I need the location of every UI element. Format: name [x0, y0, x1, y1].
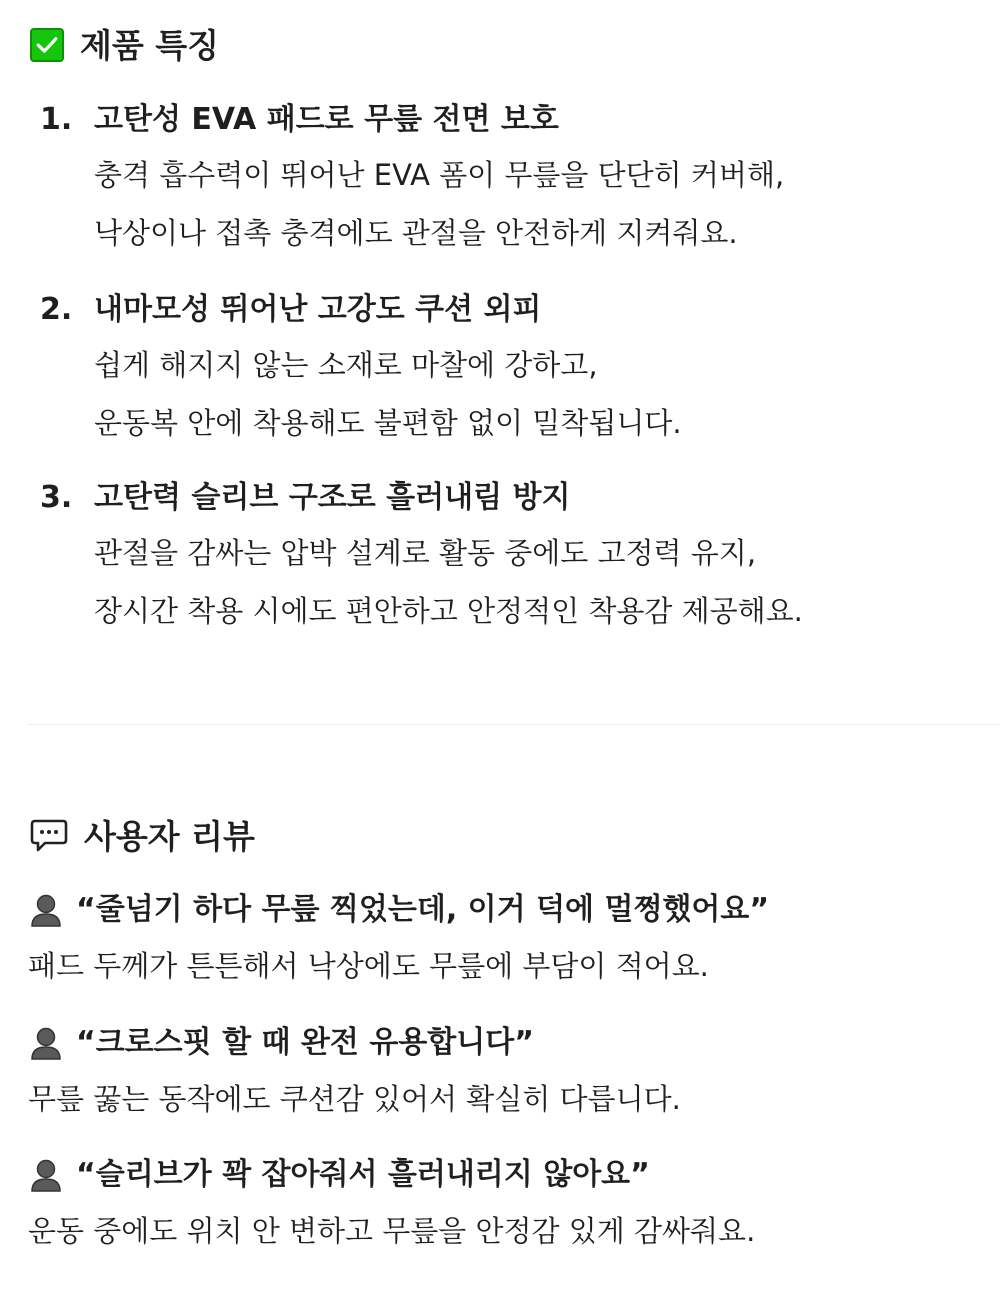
feature-description-line: 쉽게 해지지 않는 소재로 마찰에 강하고, — [94, 348, 598, 382]
feature-item — [40, 478, 980, 640]
review-quote: “크로스핏 할 때 완전 유용합니다” — [76, 1025, 534, 1060]
reviews-title-text: 사용자 리뷰 — [84, 816, 255, 856]
review-quote-line — [28, 890, 988, 930]
review-body: 패드 두께가 튼튼해서 낙상에도 무릎에 부담이 적어요. — [28, 949, 709, 983]
review-quote: “줄넘기 하다 무릎 찍었는데, 이거 덕에 멀쩡했어요” — [76, 892, 770, 927]
feature-item — [40, 290, 980, 452]
user-icon — [28, 892, 64, 928]
reviews-section-title — [30, 818, 255, 854]
feature-description-line: 충격 흡수력이 뛰어난 EVA 폼이 무릎을 단단히 커버해, — [94, 158, 785, 192]
feature-description — [94, 336, 980, 452]
feature-heading — [40, 100, 980, 140]
feature-heading — [40, 290, 980, 330]
review-body: 운동 중에도 위치 안 변하고 무릎을 안정감 있게 감싸줘요. — [28, 1214, 756, 1248]
feature-heading-text: 고탄성 EVA 패드로 무릎 전면 보호 — [94, 102, 559, 137]
feature-description — [94, 524, 980, 640]
feature-description-line: 장시간 착용 시에도 편안하고 안정적인 착용감 제공해요. — [94, 594, 803, 628]
feature-item — [40, 100, 980, 262]
feature-number: 2. — [40, 292, 73, 327]
speech-balloon-icon — [30, 818, 68, 854]
features-title-text: 제품 특징 — [80, 25, 220, 65]
feature-heading — [40, 478, 980, 518]
user-icon — [28, 1025, 64, 1061]
feature-description-line: 낙상이나 접촉 충격에도 관절을 안전하게 지켜줘요. — [94, 216, 738, 250]
review-item — [28, 1155, 988, 1251]
review-quote-line — [28, 1023, 988, 1063]
check-mark-button-icon — [30, 28, 64, 62]
features-section-title — [30, 25, 220, 65]
review-quote: “슬리브가 꽉 잡아줘서 흘러내리지 않아요” — [76, 1157, 650, 1192]
feature-number: 3. — [40, 480, 73, 515]
feature-number: 1. — [40, 102, 73, 137]
feature-heading-text: 내마모성 뛰어난 고강도 쿠션 외피 — [94, 292, 542, 327]
review-item — [28, 890, 988, 986]
review-quote-line — [28, 1155, 988, 1195]
feature-description — [94, 146, 980, 262]
user-icon — [28, 1157, 64, 1193]
feature-description-line: 운동복 안에 착용해도 불편함 없이 밀착됩니다. — [94, 406, 682, 440]
feature-description-line: 관절을 감싸는 압박 설계로 활동 중에도 고정력 유지, — [94, 536, 757, 570]
feature-heading-text: 고탄력 슬리브 구조로 흘러내림 방지 — [94, 480, 571, 515]
review-body: 무릎 꿇는 동작에도 쿠션감 있어서 확실히 다릅니다. — [28, 1082, 681, 1116]
section-divider — [28, 724, 1000, 725]
review-item — [28, 1023, 988, 1119]
